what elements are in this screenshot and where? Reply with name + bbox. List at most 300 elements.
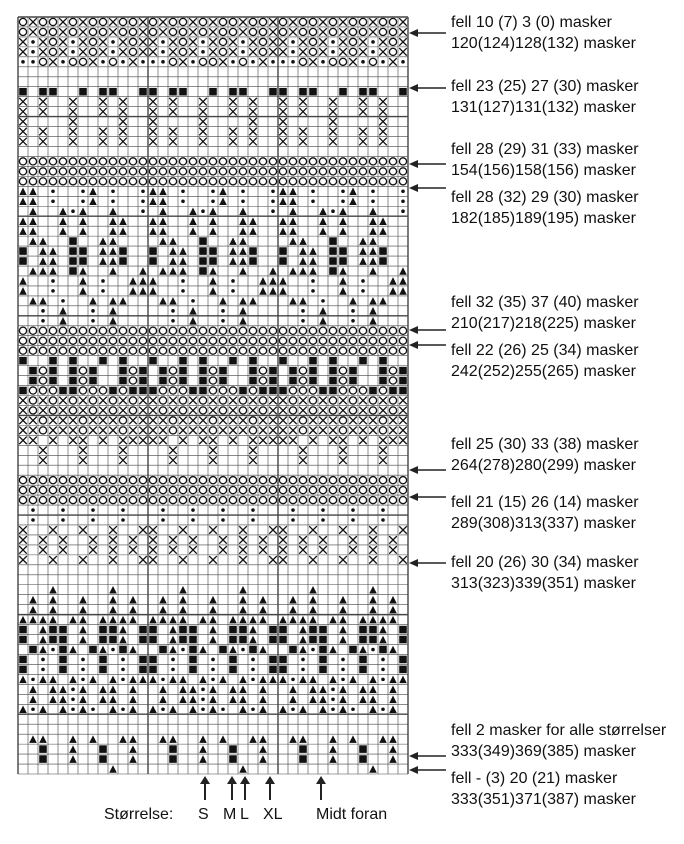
triangle-symbol xyxy=(49,696,57,704)
triangle-symbol xyxy=(199,676,207,684)
circle-symbol xyxy=(169,477,176,484)
circle-symbol xyxy=(189,477,196,484)
dot-symbol xyxy=(251,60,255,64)
triangle-symbol xyxy=(239,267,247,275)
circle-symbol xyxy=(369,347,376,354)
square-symbol xyxy=(149,666,157,674)
circle-symbol xyxy=(329,477,336,484)
triangle-symbol xyxy=(359,257,367,265)
dot-symbol xyxy=(311,289,315,293)
decrease-arrow-icon xyxy=(409,160,418,168)
triangle-symbol xyxy=(209,626,217,634)
circle-symbol xyxy=(169,417,176,424)
circle-symbol xyxy=(149,327,156,334)
circle-symbol xyxy=(339,427,346,434)
triangle-symbol xyxy=(79,616,87,624)
circle-symbol xyxy=(209,496,216,503)
dot-symbol xyxy=(121,668,125,672)
square-symbol xyxy=(119,367,127,375)
circle-symbol xyxy=(99,496,106,503)
square-symbol xyxy=(99,656,107,664)
square-symbol xyxy=(229,626,237,634)
triangle-symbol xyxy=(119,636,127,644)
circle-symbol xyxy=(19,477,26,484)
circle-symbol xyxy=(249,417,256,424)
circle-symbol xyxy=(99,487,106,494)
triangle-symbol xyxy=(259,705,267,713)
circle-symbol xyxy=(189,158,196,165)
circle-symbol xyxy=(89,387,96,394)
square-symbol xyxy=(259,387,267,395)
circle-symbol xyxy=(19,347,26,354)
square-symbol xyxy=(189,387,197,395)
triangle-symbol xyxy=(299,237,307,245)
triangle-symbol xyxy=(139,287,147,295)
square-symbol xyxy=(319,636,327,644)
square-symbol xyxy=(359,755,367,763)
circle-symbol xyxy=(39,347,46,354)
circle-symbol xyxy=(199,397,206,404)
square-symbol xyxy=(299,755,307,763)
triangle-symbol xyxy=(279,217,287,225)
triangle-symbol xyxy=(339,596,347,604)
square-symbol xyxy=(359,626,367,634)
circle-symbol xyxy=(79,158,86,165)
dot-symbol xyxy=(51,190,55,194)
square-symbol xyxy=(279,257,287,265)
circle-symbol xyxy=(249,327,256,334)
circle-symbol xyxy=(69,168,76,175)
triangle-symbol xyxy=(159,237,167,245)
dot-symbol xyxy=(81,668,85,672)
triangle-symbol xyxy=(109,257,117,265)
circle-symbol xyxy=(119,178,126,185)
dot-symbol xyxy=(161,60,165,64)
triangle-symbol xyxy=(389,606,397,614)
circle-symbol xyxy=(159,496,166,503)
circle-symbol xyxy=(389,28,396,35)
circle-symbol xyxy=(249,427,256,434)
triangle-symbol xyxy=(299,616,307,624)
dot-symbol xyxy=(121,60,125,64)
square-symbol xyxy=(139,626,147,634)
square-symbol xyxy=(69,377,77,385)
circle-symbol xyxy=(389,496,396,503)
square-symbol xyxy=(169,745,177,753)
circle-symbol xyxy=(349,28,356,35)
square-symbol xyxy=(149,247,157,255)
triangle-symbol xyxy=(59,705,67,713)
triangle-symbol xyxy=(179,696,187,704)
triangle-symbol xyxy=(209,606,217,614)
triangle-symbol xyxy=(149,616,157,624)
circle-symbol xyxy=(349,48,356,55)
triangle-symbol xyxy=(369,297,377,305)
circle-symbol xyxy=(399,347,406,354)
square-symbol xyxy=(359,88,367,96)
dot-symbol xyxy=(221,309,225,313)
dot-symbol xyxy=(341,658,345,662)
triangle-symbol xyxy=(119,616,127,624)
circle-symbol xyxy=(209,417,216,424)
triangle-symbol xyxy=(169,257,177,265)
square-symbol xyxy=(19,656,27,664)
triangle-symbol xyxy=(99,257,107,265)
circle-symbol xyxy=(29,347,36,354)
square-symbol xyxy=(179,367,187,375)
triangle-symbol xyxy=(49,616,57,624)
dot-symbol xyxy=(221,319,225,323)
circle-symbol xyxy=(219,28,226,35)
circle-symbol xyxy=(199,178,206,185)
dot-symbol xyxy=(201,50,205,54)
dot-symbol xyxy=(351,319,355,323)
triangle-symbol xyxy=(309,586,317,594)
square-symbol xyxy=(139,88,147,96)
triangle-symbol xyxy=(109,247,117,255)
circle-symbol xyxy=(239,347,246,354)
circle-symbol xyxy=(99,168,106,175)
square-symbol xyxy=(249,367,257,375)
triangle-symbol xyxy=(379,636,387,644)
circle-symbol xyxy=(299,28,306,35)
square-symbol xyxy=(349,646,357,654)
circle-symbol xyxy=(399,168,406,175)
square-symbol xyxy=(189,636,197,644)
dot-symbol xyxy=(171,668,175,672)
circle-symbol xyxy=(109,337,116,344)
circle-symbol xyxy=(69,28,76,35)
square-symbol xyxy=(39,745,47,753)
triangle-symbol xyxy=(119,227,127,235)
dot-symbol xyxy=(161,508,165,512)
circle-symbol xyxy=(349,158,356,165)
dot-symbol xyxy=(241,190,245,194)
circle-symbol xyxy=(19,327,26,334)
circle-symbol xyxy=(319,178,326,185)
circle-symbol xyxy=(189,347,196,354)
decrease-arrow-icon xyxy=(409,466,418,474)
circle-symbol xyxy=(209,377,216,384)
circle-symbol xyxy=(349,387,356,394)
circle-symbol xyxy=(89,178,96,185)
circle-symbol xyxy=(249,477,256,484)
square-symbol xyxy=(229,636,237,644)
circle-symbol xyxy=(89,337,96,344)
dot-symbol xyxy=(31,50,35,54)
triangle-symbol xyxy=(29,616,37,624)
square-symbol xyxy=(99,357,107,365)
dot-symbol xyxy=(161,518,165,522)
circle-symbol xyxy=(309,477,316,484)
triangle-symbol xyxy=(369,227,377,235)
triangle-symbol xyxy=(89,676,97,684)
dot-symbol xyxy=(231,289,235,293)
dot-symbol xyxy=(291,40,295,44)
triangle-symbol xyxy=(289,696,297,704)
decrease-label-2: fell 23 (25) 27 (30) masker 131(127)131(132) masker xyxy=(451,78,639,116)
square-symbol xyxy=(379,367,387,375)
triangle-symbol xyxy=(339,606,347,614)
triangle-symbol xyxy=(99,247,107,255)
circle-symbol xyxy=(59,337,66,344)
circle-symbol xyxy=(389,407,396,414)
circle-symbol xyxy=(169,178,176,185)
circle-symbol xyxy=(79,427,86,434)
circle-symbol xyxy=(349,397,356,404)
triangle-symbol xyxy=(19,188,27,196)
triangle-symbol xyxy=(89,297,97,305)
triangle-symbol xyxy=(109,207,117,215)
circle-symbol xyxy=(319,477,326,484)
circle-symbol xyxy=(69,496,76,503)
circle-symbol xyxy=(119,477,126,484)
circle-symbol xyxy=(219,18,226,25)
size-xl-arrow-icon xyxy=(269,776,271,800)
triangle-symbol xyxy=(309,676,317,684)
dot-symbol xyxy=(401,199,405,203)
square-symbol xyxy=(89,367,97,375)
circle-symbol xyxy=(189,178,196,185)
triangle-symbol xyxy=(179,616,187,624)
square-symbol xyxy=(79,247,87,255)
dot-symbol xyxy=(61,508,65,512)
triangle-symbol xyxy=(149,287,157,295)
triangle-symbol xyxy=(29,237,37,245)
circle-symbol xyxy=(259,397,266,404)
size-m-label: M xyxy=(223,806,237,823)
circle-symbol xyxy=(359,28,366,35)
circle-symbol xyxy=(149,477,156,484)
square-symbol xyxy=(69,247,77,255)
circle-symbol xyxy=(299,387,306,394)
triangle-symbol xyxy=(239,765,247,773)
square-symbol xyxy=(249,646,257,654)
circle-symbol xyxy=(239,158,246,165)
square-symbol xyxy=(269,88,277,96)
triangle-symbol xyxy=(59,217,67,225)
triangle-symbol xyxy=(289,606,297,614)
circle-symbol xyxy=(339,178,346,185)
circle-symbol xyxy=(329,407,336,414)
circle-symbol xyxy=(179,397,186,404)
triangle-symbol xyxy=(49,686,57,694)
square-symbol xyxy=(149,88,157,96)
circle-symbol xyxy=(299,417,306,424)
dot-symbol xyxy=(221,518,225,522)
square-symbol xyxy=(319,666,327,674)
square-symbol xyxy=(279,626,287,634)
square-symbol xyxy=(229,666,237,674)
circle-symbol xyxy=(349,38,356,45)
square-symbol xyxy=(149,626,157,634)
triangle-symbol xyxy=(39,646,47,654)
dot-symbol xyxy=(301,668,305,672)
square-symbol xyxy=(139,666,147,674)
circle-symbol xyxy=(19,496,26,503)
circle-symbol xyxy=(299,496,306,503)
circle-symbol xyxy=(269,347,276,354)
decrease-label-7: fell 25 (30) 33 (38) masker 264(278)280(299) masker xyxy=(451,436,639,474)
triangle-symbol xyxy=(389,616,397,624)
square-symbol xyxy=(109,636,117,644)
dot-symbol xyxy=(321,60,325,64)
square-symbol xyxy=(49,377,57,385)
triangle-symbol xyxy=(239,307,247,315)
circle-symbol xyxy=(79,337,86,344)
dot-symbol xyxy=(171,309,175,313)
circle-symbol xyxy=(109,178,116,185)
circle-symbol xyxy=(269,158,276,165)
circle-symbol xyxy=(79,367,86,374)
triangle-symbol xyxy=(359,237,367,245)
circle-symbol xyxy=(379,158,386,165)
circle-symbol xyxy=(179,48,186,55)
circle-symbol xyxy=(349,487,356,494)
circle-symbol xyxy=(299,347,306,354)
circle-symbol xyxy=(219,337,226,344)
circle-symbol xyxy=(349,168,356,175)
triangle-symbol xyxy=(209,705,217,713)
triangle-symbol xyxy=(369,765,377,773)
circle-symbol xyxy=(329,496,336,503)
dot-symbol xyxy=(81,190,85,194)
dot-symbol xyxy=(191,508,195,512)
square-symbol xyxy=(359,666,367,674)
dot-symbol xyxy=(251,678,255,682)
circle-symbol xyxy=(39,377,46,384)
triangle-symbol xyxy=(339,616,347,624)
square-symbol xyxy=(199,377,207,385)
circle-symbol xyxy=(69,347,76,354)
circle-symbol xyxy=(39,58,46,65)
triangle-symbol xyxy=(249,616,257,624)
circle-symbol xyxy=(229,327,236,334)
triangle-symbol xyxy=(69,755,77,763)
circle-symbol xyxy=(49,496,56,503)
circle-symbol xyxy=(249,387,256,394)
triangle-symbol xyxy=(49,257,57,265)
dot-symbol xyxy=(71,697,75,701)
dot-symbol xyxy=(311,190,315,194)
dot-symbol xyxy=(171,658,175,662)
triangle-symbol xyxy=(379,616,387,624)
dot-symbol xyxy=(121,658,125,662)
triangle-symbol xyxy=(379,297,387,305)
circle-symbol xyxy=(359,347,366,354)
triangle-symbol xyxy=(109,217,117,225)
circle-symbol xyxy=(19,178,26,185)
circle-symbol xyxy=(139,477,146,484)
triangle-symbol xyxy=(239,616,247,624)
triangle-symbol xyxy=(199,616,207,624)
circle-symbol xyxy=(299,477,306,484)
dot-symbol xyxy=(41,319,45,323)
circle-symbol xyxy=(129,496,136,503)
circle-symbol xyxy=(309,28,316,35)
circle-symbol xyxy=(89,18,96,25)
triangle-symbol xyxy=(149,227,157,235)
dot-symbol xyxy=(111,199,115,203)
circle-symbol xyxy=(179,387,186,394)
triangle-symbol xyxy=(109,616,117,624)
square-symbol xyxy=(239,387,247,395)
circle-symbol xyxy=(179,337,186,344)
square-symbol xyxy=(329,387,337,395)
triangle-symbol xyxy=(289,188,297,196)
circle-symbol xyxy=(129,397,136,404)
circle-symbol xyxy=(339,168,346,175)
triangle-symbol xyxy=(159,616,167,624)
circle-symbol xyxy=(299,377,306,384)
circle-symbol xyxy=(349,347,356,354)
circle-symbol xyxy=(49,18,56,25)
circle-symbol xyxy=(29,487,36,494)
triangle-symbol xyxy=(29,188,37,196)
triangle-symbol xyxy=(319,217,327,225)
dot-symbol xyxy=(51,289,55,293)
triangle-symbol xyxy=(179,676,187,684)
square-symbol xyxy=(309,636,317,644)
triangle-symbol xyxy=(349,297,357,305)
circle-symbol xyxy=(259,178,266,185)
dot-symbol xyxy=(161,707,165,711)
size-s-label: S xyxy=(198,806,209,823)
circle-symbol xyxy=(239,397,246,404)
dot-symbol xyxy=(181,648,185,652)
triangle-symbol xyxy=(389,596,397,604)
dot-symbol xyxy=(111,50,115,54)
circle-symbol xyxy=(199,58,206,65)
triangle-symbol xyxy=(109,227,117,235)
triangle-symbol xyxy=(209,217,217,225)
triangle-symbol xyxy=(109,237,117,245)
circle-symbol xyxy=(159,327,166,334)
circle-symbol xyxy=(229,387,236,394)
square-symbol xyxy=(339,257,347,265)
square-symbol xyxy=(189,646,197,654)
dot-symbol xyxy=(371,648,375,652)
circle-symbol xyxy=(289,168,296,175)
triangle-symbol xyxy=(39,257,47,265)
decrease-label-5: fell 32 (35) 37 (40) masker 210(217)218(225) masker xyxy=(451,294,639,332)
circle-symbol xyxy=(89,48,96,55)
circle-symbol xyxy=(169,427,176,434)
circle-symbol xyxy=(389,367,396,374)
square-symbol xyxy=(59,387,67,395)
square-symbol xyxy=(329,267,337,275)
circle-symbol xyxy=(179,38,186,45)
square-symbol xyxy=(379,357,387,365)
circle-symbol xyxy=(299,158,306,165)
dot-symbol xyxy=(251,658,255,662)
circle-symbol xyxy=(229,28,236,35)
triangle-symbol xyxy=(39,297,47,305)
circle-symbol xyxy=(369,58,376,65)
triangle-symbol xyxy=(189,217,197,225)
dot-symbol xyxy=(401,60,405,64)
circle-symbol xyxy=(139,178,146,185)
dot-symbol xyxy=(351,518,355,522)
circle-symbol xyxy=(369,158,376,165)
dot-symbol xyxy=(151,60,155,64)
circle-symbol xyxy=(249,347,256,354)
triangle-symbol xyxy=(169,626,177,634)
triangle-symbol xyxy=(289,735,297,743)
triangle-symbol xyxy=(239,686,247,694)
triangle-symbol xyxy=(249,626,257,634)
triangle-symbol xyxy=(349,188,357,196)
